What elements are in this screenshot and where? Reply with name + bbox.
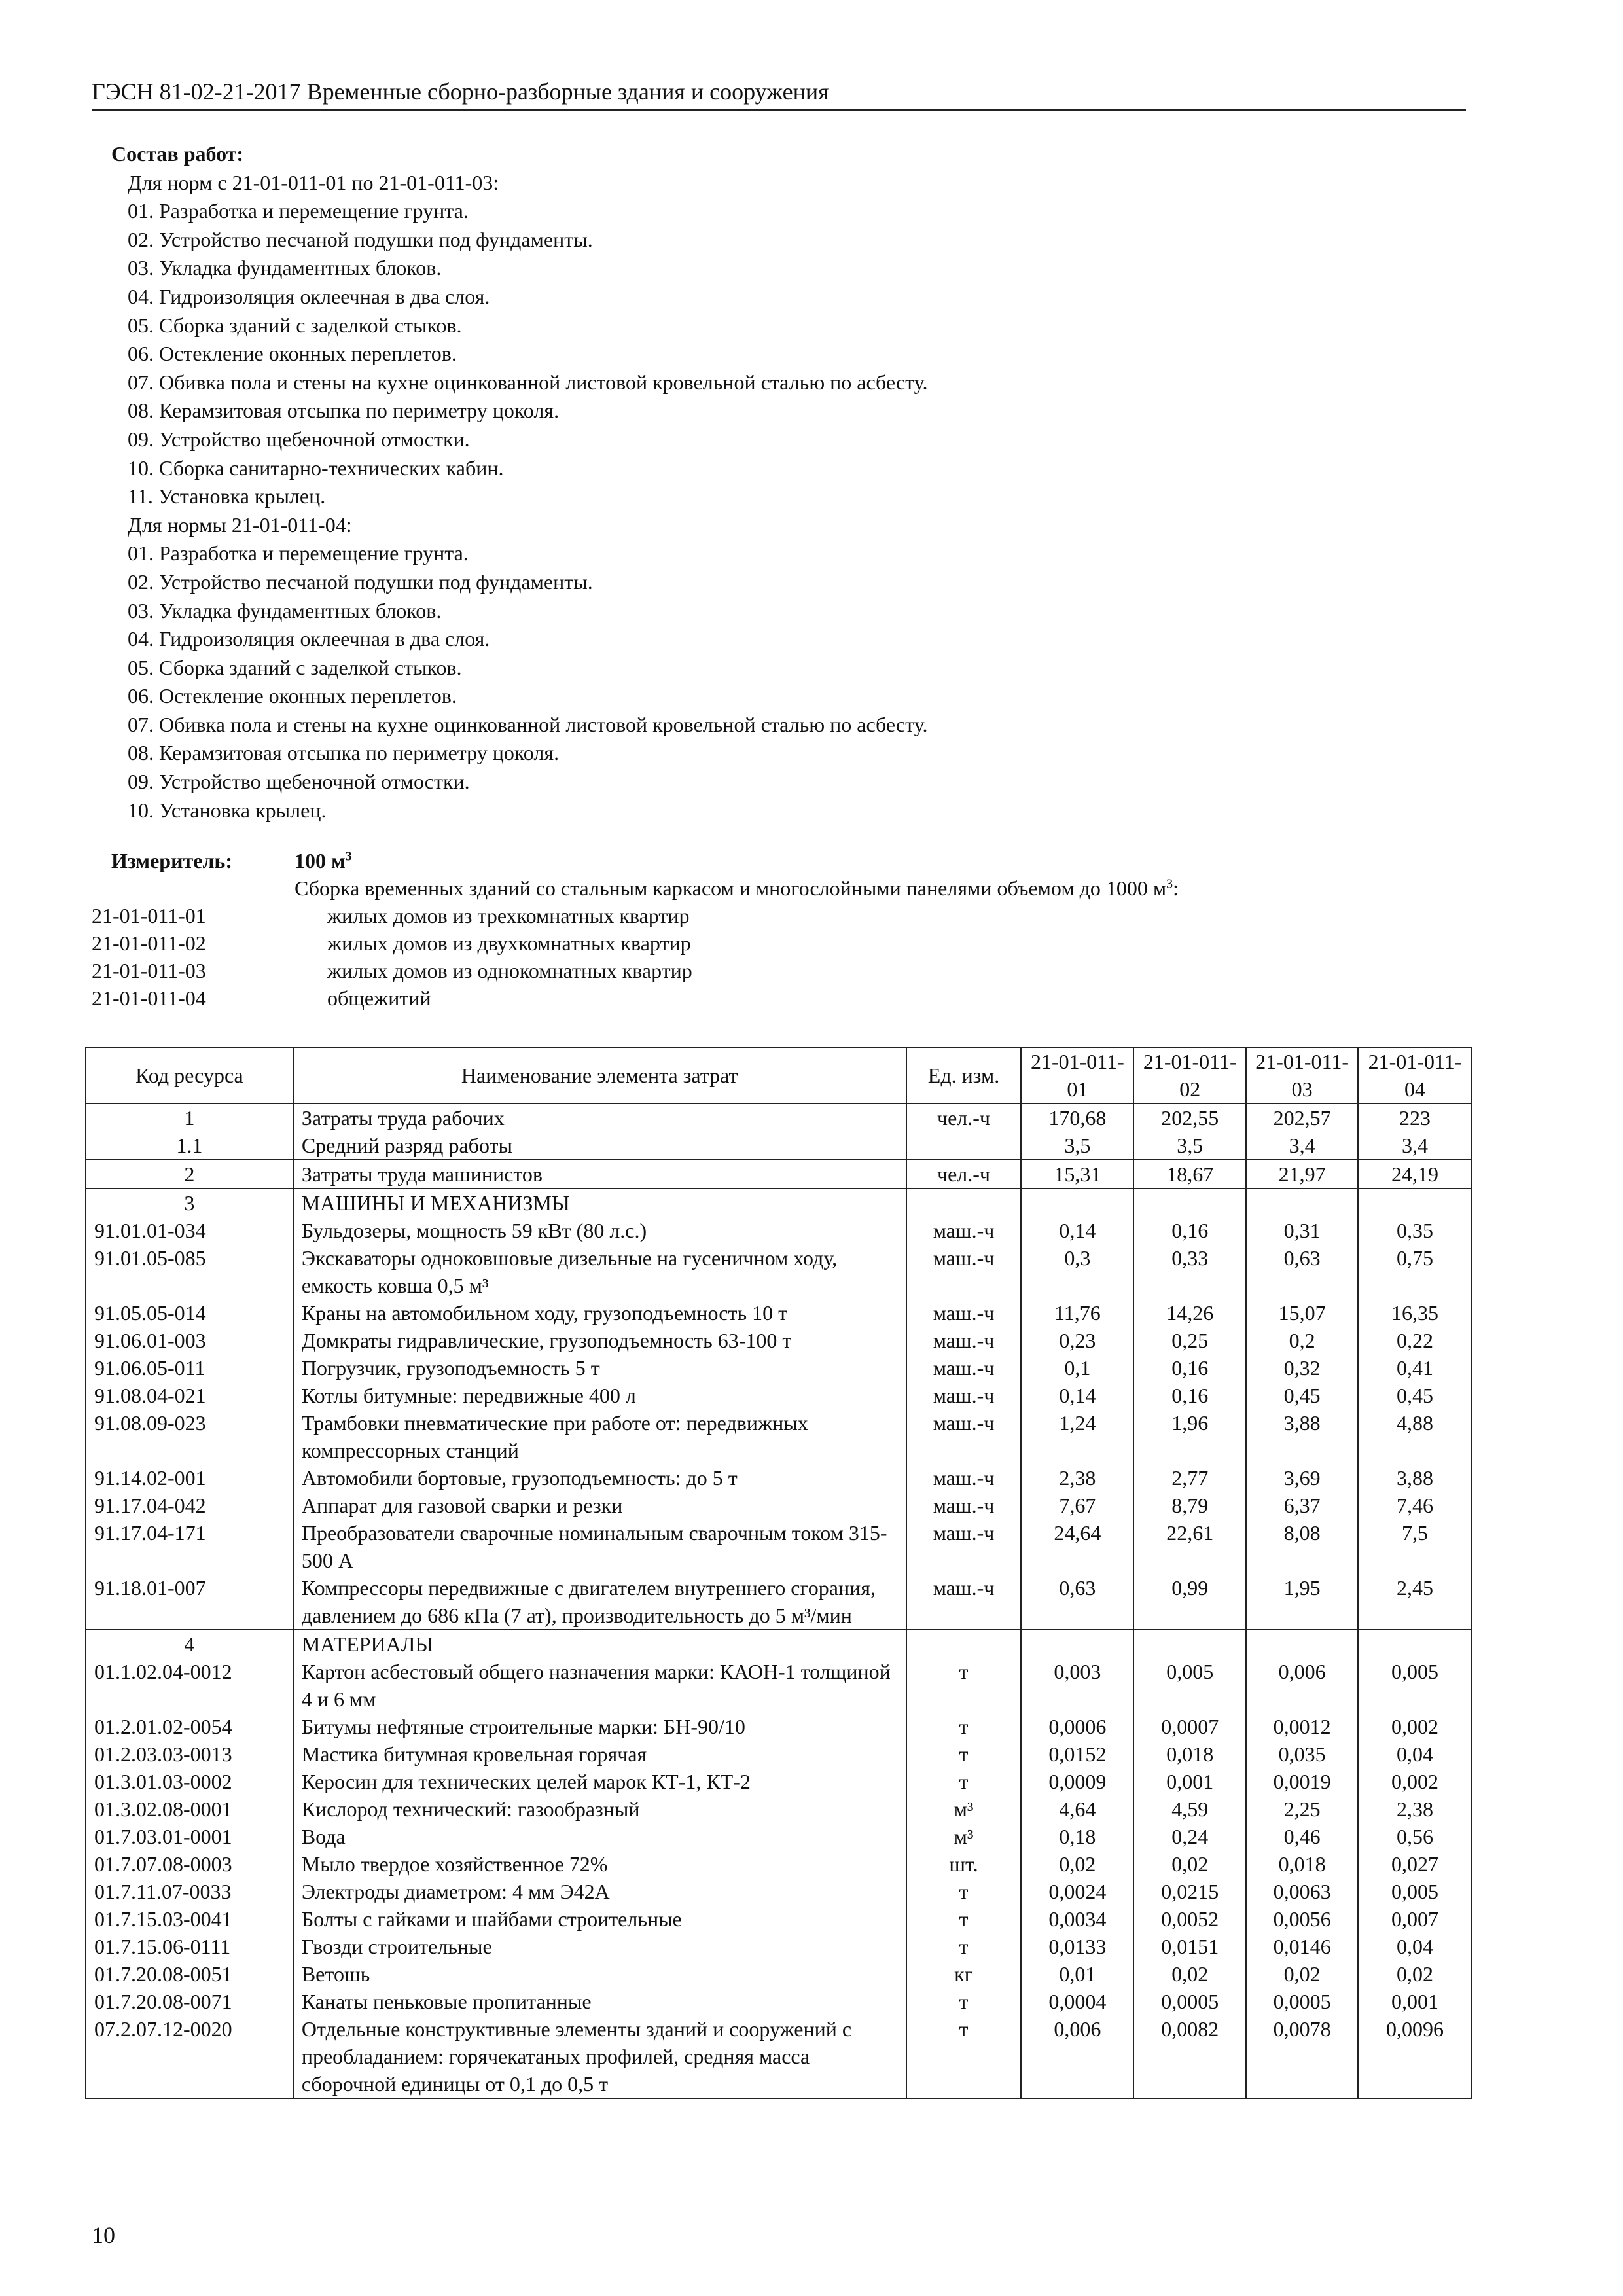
- row-name: Автомобили бортовые, грузоподъемность: до 5 т: [293, 1464, 906, 1492]
- row-value-4: 0,22: [1358, 1327, 1472, 1354]
- row-unit: маш.-ч: [906, 1299, 1022, 1327]
- row-value-1: 0,006: [1021, 2015, 1133, 2098]
- row-name: Преобразователи сварочные номинальным сварочным током 315-500 А: [293, 1519, 906, 1574]
- work-line: 07. Обивка пола и стены на кухне оцинкованной листовой кровельной сталью по асбесту.: [128, 370, 928, 394]
- row-code: 2: [86, 1160, 293, 1189]
- work-line: 06. Остекление оконных переплетов.: [128, 684, 457, 708]
- norm-name: общежитий: [327, 986, 431, 1010]
- row-value-4: 0,001: [1358, 1988, 1472, 2015]
- row-value-1: 0,23: [1021, 1327, 1133, 1354]
- row-value-1: 4,64: [1021, 1795, 1133, 1823]
- table-row: [86, 1354, 1472, 1382]
- work-line: 03. Укладка фундаментных блоков.: [128, 598, 442, 622]
- row-unit: маш.-ч: [906, 1244, 1022, 1299]
- row-code: 3: [86, 1189, 293, 1217]
- work-list: [111, 169, 927, 825]
- row-value-4: 223: [1358, 1103, 1472, 1132]
- row-value-1: 11,76: [1021, 1299, 1133, 1327]
- row-value-4: 0,41: [1358, 1354, 1472, 1382]
- row-value-1: 0,3: [1021, 1244, 1133, 1299]
- table-header-row: [86, 1047, 1472, 1103]
- row-value-1: 2,38: [1021, 1464, 1133, 1492]
- table-row: [86, 1519, 1472, 1574]
- work-line: 04. Гидроизоляция оклеечная в два слоя.: [128, 627, 490, 651]
- row-value-2: 0,001: [1133, 1768, 1246, 1795]
- table-row: [86, 1740, 1472, 1768]
- table-row: [86, 1103, 1472, 1132]
- row-code: 01.7.11.07-0033: [86, 1878, 293, 1905]
- work-line: 03. Укладка фундаментных блоков.: [128, 256, 442, 280]
- resource-table: [85, 1047, 1472, 2099]
- table-row: [86, 1658, 1472, 1713]
- row-name: Гвозди строительные: [293, 1933, 906, 1960]
- row-code: 01.3.01.03-0002: [86, 1768, 293, 1795]
- row-name: Электроды диаметром: 4 мм Э42А: [293, 1878, 906, 1905]
- row-value-4: 0,027: [1358, 1850, 1472, 1878]
- row-code: 01.2.01.02-0054: [86, 1713, 293, 1740]
- row-value-4: 16,35: [1358, 1299, 1472, 1327]
- table-row: [86, 1492, 1472, 1519]
- row-code: 01.7.07.08-0003: [86, 1850, 293, 1878]
- row-value-4: 3,88: [1358, 1464, 1472, 1492]
- row-value-3: 0,0078: [1246, 2015, 1358, 2098]
- row-value-4: 0,002: [1358, 1768, 1472, 1795]
- row-code: 01.2.03.03-0013: [86, 1740, 293, 1768]
- row-value-2: 0,0052: [1133, 1905, 1246, 1933]
- work-line: 01. Разработка и перемещение грунта.: [128, 541, 469, 565]
- row-name: Компрессоры передвижные с двигателем внутреннего сгорания, давлением до 686 кПа (7 ат), производительность до 5 м³/мин: [293, 1574, 906, 1630]
- table-row: [86, 1217, 1472, 1244]
- work-line: 08. Керамзитовая отсыпка по периметру цоколя.: [128, 399, 560, 423]
- row-value-2: 0,02: [1133, 1960, 1246, 1988]
- row-code: 1.1: [86, 1132, 293, 1160]
- work-line: Для нормы 21-01-011-04:: [128, 512, 352, 537]
- work-line: 10. Сборка санитарно-технических кабин.: [128, 456, 504, 480]
- table-row: [86, 1795, 1472, 1823]
- row-code: 91.14.02-001: [86, 1464, 293, 1492]
- row-value-1: 0,14: [1021, 1217, 1133, 1244]
- row-name: Домкраты гидравлические, грузоподъемность 63-100 т: [293, 1327, 906, 1354]
- row-code: 91.01.05-085: [86, 1244, 293, 1299]
- row-value-4: 7,5: [1358, 1519, 1472, 1574]
- row-name: Бульдозеры, мощность 59 кВт (80 л.с.): [293, 1217, 906, 1244]
- row-value-2: 0,16: [1133, 1354, 1246, 1382]
- row-value-2: 1,96: [1133, 1409, 1246, 1464]
- row-code: 91.08.04-021: [86, 1382, 293, 1409]
- row-value-3: [1246, 1630, 1358, 1658]
- norm-code: 21-01-011-03: [92, 959, 206, 982]
- row-unit: т: [906, 1658, 1022, 1713]
- work-title: Состав работ:: [111, 142, 244, 166]
- row-code: 91.05.05-014: [86, 1299, 293, 1327]
- row-code: 01.7.03.01-0001: [86, 1823, 293, 1850]
- norm-name: жилых домов из трехкомнатных квартир: [327, 904, 690, 927]
- row-code: 91.18.01-007: [86, 1574, 293, 1630]
- row-name: Ветошь: [293, 1960, 906, 1988]
- row-unit: [906, 1189, 1022, 1217]
- work-composition: [111, 140, 927, 825]
- row-unit: [906, 1630, 1022, 1658]
- norm-name: жилых домов из однокомнатных квартир: [327, 959, 692, 982]
- row-value-2: 0,33: [1133, 1244, 1246, 1299]
- table-row: [86, 1823, 1472, 1850]
- norm-code: 21-01-011-01: [92, 904, 206, 927]
- row-value-2: 14,26: [1133, 1299, 1246, 1327]
- row-value-3: 8,08: [1246, 1519, 1358, 1574]
- header-norm-2: 21-01-011-02: [1133, 1047, 1246, 1103]
- norm-code: 21-01-011-02: [92, 931, 206, 955]
- header-norm-4: 21-01-011-04: [1358, 1047, 1472, 1103]
- work-line: 02. Устройство песчаной подушки под фундаменты.: [128, 227, 593, 251]
- work-line: Для норм с 21-01-011-01 по 21-01-011-03:: [128, 170, 499, 194]
- table-row: [86, 1713, 1472, 1740]
- table-row: [86, 1960, 1472, 1988]
- row-code: 91.17.04-042: [86, 1492, 293, 1519]
- row-value-3: 3,88: [1246, 1409, 1358, 1464]
- table-row: [86, 1189, 1472, 1217]
- row-value-3: 3,69: [1246, 1464, 1358, 1492]
- row-value-3: 0,02: [1246, 1960, 1358, 1988]
- row-unit: маш.-ч: [906, 1382, 1022, 1409]
- table-row: [86, 1905, 1472, 1933]
- row-name: Погрузчик, грузоподъемность 5 т: [293, 1354, 906, 1382]
- row-code: 1: [86, 1103, 293, 1132]
- row-value-1: 0,14: [1021, 1382, 1133, 1409]
- row-unit: [906, 1132, 1022, 1160]
- row-value-3: 15,07: [1246, 1299, 1358, 1327]
- row-code: 01.7.15.03-0041: [86, 1905, 293, 1933]
- row-value-3: 0,0012: [1246, 1713, 1358, 1740]
- row-unit: кг: [906, 1960, 1022, 1988]
- row-name: Вода: [293, 1823, 906, 1850]
- row-unit: т: [906, 2015, 1022, 2098]
- table-row: [86, 2015, 1472, 2098]
- row-value-4: 0,04: [1358, 1933, 1472, 1960]
- row-value-2: 8,79: [1133, 1492, 1246, 1519]
- row-name: Затраты труда рабочих: [293, 1103, 906, 1132]
- row-value-2: 3,5: [1133, 1132, 1246, 1160]
- row-unit: т: [906, 1905, 1022, 1933]
- row-value-4: 3,4: [1358, 1132, 1472, 1160]
- measure-description: [294, 874, 1179, 902]
- row-unit: маш.-ч: [906, 1217, 1022, 1244]
- work-line: 01. Разработка и перемещение грунта.: [128, 199, 469, 223]
- row-value-3: 0,0056: [1246, 1905, 1358, 1933]
- measure-desc-end: :: [1173, 876, 1179, 900]
- row-name: Болты с гайками и шайбами строительные: [293, 1905, 906, 1933]
- row-code: 01.1.02.04-0012: [86, 1658, 293, 1713]
- row-value-4: 0,02: [1358, 1960, 1472, 1988]
- row-value-1: 0,63: [1021, 1574, 1133, 1630]
- row-value-4: 0,0096: [1358, 2015, 1472, 2098]
- row-unit: маш.-ч: [906, 1464, 1022, 1492]
- row-unit: т: [906, 1933, 1022, 1960]
- row-value-3: 0,46: [1246, 1823, 1358, 1850]
- row-value-2: 0,0215: [1133, 1878, 1246, 1905]
- row-value-2: 0,02: [1133, 1850, 1246, 1878]
- table-row: [86, 1409, 1472, 1464]
- row-value-1: 7,67: [1021, 1492, 1133, 1519]
- row-value-4: 24,19: [1358, 1160, 1472, 1189]
- header-rule: [92, 109, 1466, 111]
- row-value-2: 0,0007: [1133, 1713, 1246, 1740]
- row-value-1: 0,01: [1021, 1960, 1133, 1988]
- row-name: Канаты пеньковые пропитанные: [293, 1988, 906, 2015]
- row-unit: маш.-ч: [906, 1519, 1022, 1574]
- header-norm-1: 21-01-011-01: [1021, 1047, 1133, 1103]
- row-value-4: 0,56: [1358, 1823, 1472, 1850]
- row-value-3: 21,97: [1246, 1160, 1358, 1189]
- row-value-1: 0,0034: [1021, 1905, 1133, 1933]
- row-code: 91.08.09-023: [86, 1409, 293, 1464]
- row-name: Керосин для технических целей марок КТ-1, КТ-2: [293, 1768, 906, 1795]
- row-value-3: 0,0005: [1246, 1988, 1358, 2015]
- header-norm-3: 21-01-011-03: [1246, 1047, 1358, 1103]
- row-value-1: [1021, 1630, 1133, 1658]
- row-code: 01.7.20.08-0071: [86, 1988, 293, 2015]
- measure-unit-sup: 3: [345, 849, 352, 864]
- work-line: 08. Керамзитовая отсыпка по периметру цоколя.: [128, 741, 560, 765]
- row-value-3: 0,006: [1246, 1658, 1358, 1713]
- header-name: Наименование элемента затрат: [293, 1047, 906, 1103]
- row-name: Котлы битумные: передвижные 400 л: [293, 1382, 906, 1409]
- row-value-4: 0,007: [1358, 1905, 1472, 1933]
- work-line: 02. Устройство песчаной подушки под фундаменты.: [128, 569, 593, 594]
- row-unit: маш.-ч: [906, 1574, 1022, 1630]
- row-value-2: 18,67: [1133, 1160, 1246, 1189]
- row-code: 07.2.07.12-0020: [86, 2015, 293, 2098]
- header-unit: Ед. изм.: [906, 1047, 1022, 1103]
- row-unit: т: [906, 1878, 1022, 1905]
- row-value-1: 0,18: [1021, 1823, 1133, 1850]
- measure-desc-sup: 3: [1166, 876, 1173, 891]
- row-unit: маш.-ч: [906, 1354, 1022, 1382]
- row-value-4: 2,45: [1358, 1574, 1472, 1630]
- table-body: [86, 1103, 1472, 2098]
- row-value-3: 0,45: [1246, 1382, 1358, 1409]
- table-row: [86, 1988, 1472, 2015]
- row-value-2: 2,77: [1133, 1464, 1246, 1492]
- page-header: ГЭСН 81-02-21-2017 Временные сборно-разборные здания и сооружения: [92, 79, 829, 105]
- row-name: Трамбовки пневматические при работе от: передвижных компрессорных станций: [293, 1409, 906, 1464]
- row-value-1: 170,68: [1021, 1103, 1133, 1132]
- row-value-4: 0,04: [1358, 1740, 1472, 1768]
- row-value-3: 0,035: [1246, 1740, 1358, 1768]
- row-code: 91.01.01-034: [86, 1217, 293, 1244]
- row-code: 01.7.15.06-0111: [86, 1933, 293, 1960]
- row-name: Затраты труда машинистов: [293, 1160, 906, 1189]
- row-unit: чел.-ч: [906, 1160, 1022, 1189]
- row-value-1: 24,64: [1021, 1519, 1133, 1574]
- row-value-2: 0,16: [1133, 1217, 1246, 1244]
- row-value-1: 0,0009: [1021, 1768, 1133, 1795]
- row-unit: м³: [906, 1795, 1022, 1823]
- row-value-3: 0,0063: [1246, 1878, 1358, 1905]
- header-code: Код ресурса: [86, 1047, 293, 1103]
- row-unit: т: [906, 1740, 1022, 1768]
- row-name: Картон асбестовый общего назначения марки: КАОН-1 толщиной 4 и 6 мм: [293, 1658, 906, 1713]
- row-value-1: 0,1: [1021, 1354, 1133, 1382]
- table-row: [86, 1850, 1472, 1878]
- work-line: 09. Устройство щебеночной отмостки.: [128, 770, 470, 794]
- work-line: 10. Установка крылец.: [128, 798, 327, 822]
- row-name: Битумы нефтяные строительные марки: БН-90/10: [293, 1713, 906, 1740]
- row-name: Отдельные конструктивные элементы зданий и сооружений с преобладанием: горячекатаных профилей, средняя масса сборочной единицы от 0,1 до 0,5 т: [293, 2015, 906, 2098]
- table-row: [86, 1933, 1472, 1960]
- work-line: 05. Сборка зданий с заделкой стыков.: [128, 655, 462, 679]
- table-row: [86, 1768, 1472, 1795]
- row-value-3: 0,0019: [1246, 1768, 1358, 1795]
- row-value-4: 2,38: [1358, 1795, 1472, 1823]
- table-row: [86, 1244, 1472, 1299]
- row-name: Аппарат для газовой сварки и резки: [293, 1492, 906, 1519]
- row-unit: маш.-ч: [906, 1327, 1022, 1354]
- row-value-2: 0,0005: [1133, 1988, 1246, 2015]
- row-code: 91.06.01-003: [86, 1327, 293, 1354]
- norm-code: 21-01-011-04: [92, 986, 206, 1010]
- row-name: Кислород технический: газообразный: [293, 1795, 906, 1823]
- row-value-3: 1,95: [1246, 1574, 1358, 1630]
- measure-unit-text: 100 м: [294, 849, 346, 872]
- row-unit: маш.-ч: [906, 1409, 1022, 1464]
- table-row: [86, 1160, 1472, 1189]
- row-code: 4: [86, 1630, 293, 1658]
- row-unit: шт.: [906, 1850, 1022, 1878]
- row-value-4: 7,46: [1358, 1492, 1472, 1519]
- row-value-3: 0,63: [1246, 1244, 1358, 1299]
- row-value-2: 0,25: [1133, 1327, 1246, 1354]
- row-value-2: 22,61: [1133, 1519, 1246, 1574]
- row-value-1: 3,5: [1021, 1132, 1133, 1160]
- row-name: МАТЕРИАЛЫ: [293, 1630, 906, 1658]
- row-value-4: 4,88: [1358, 1409, 1472, 1464]
- row-value-3: 202,57: [1246, 1103, 1358, 1132]
- row-value-3: [1246, 1189, 1358, 1217]
- table-row: [86, 1299, 1472, 1327]
- row-unit: чел.-ч: [906, 1103, 1022, 1132]
- row-value-2: 4,59: [1133, 1795, 1246, 1823]
- work-line: 05. Сборка зданий с заделкой стыков.: [128, 313, 462, 337]
- row-value-3: 2,25: [1246, 1795, 1358, 1823]
- row-value-1: 0,003: [1021, 1658, 1133, 1713]
- table-row: [86, 1878, 1472, 1905]
- work-line: 09. Устройство щебеночной отмостки.: [128, 427, 470, 451]
- row-value-2: [1133, 1630, 1246, 1658]
- row-name: Экскаваторы одноковшовые дизельные на гусеничном ходу, емкость ковша 0,5 м³: [293, 1244, 906, 1299]
- row-code: 01.3.02.08-0001: [86, 1795, 293, 1823]
- measure-unit: [294, 847, 352, 874]
- row-value-4: 0,005: [1358, 1878, 1472, 1905]
- row-value-1: 0,0024: [1021, 1878, 1133, 1905]
- row-name: Мыло твердое хозяйственное 72%: [293, 1850, 906, 1878]
- row-value-4: 0,005: [1358, 1658, 1472, 1713]
- row-value-3: 0,2: [1246, 1327, 1358, 1354]
- row-value-1: 0,0004: [1021, 1988, 1133, 2015]
- row-value-2: 0,0151: [1133, 1933, 1246, 1960]
- row-value-1: 1,24: [1021, 1409, 1133, 1464]
- row-value-2: 0,018: [1133, 1740, 1246, 1768]
- table-row: [86, 1574, 1472, 1630]
- row-value-2: 202,55: [1133, 1103, 1246, 1132]
- row-value-3: 3,4: [1246, 1132, 1358, 1160]
- table-row: [86, 1382, 1472, 1409]
- row-unit: т: [906, 1988, 1022, 2015]
- row-name: Мастика битумная кровельная горячая: [293, 1740, 906, 1768]
- row-value-4: 0,75: [1358, 1244, 1472, 1299]
- row-name: Краны на автомобильном ходу, грузоподъемность 10 т: [293, 1299, 906, 1327]
- norm-name: жилых домов из двухкомнатных квартир: [327, 931, 691, 955]
- row-value-1: 0,0152: [1021, 1740, 1133, 1768]
- row-value-4: 0,002: [1358, 1713, 1472, 1740]
- row-value-3: 0,018: [1246, 1850, 1358, 1878]
- row-code: 91.17.04-171: [86, 1519, 293, 1574]
- measure-label: Измеритель:: [111, 849, 232, 872]
- row-value-1: 0,0006: [1021, 1713, 1133, 1740]
- row-code: 91.06.05-011: [86, 1354, 293, 1382]
- row-unit: т: [906, 1713, 1022, 1740]
- row-code: 01.7.20.08-0051: [86, 1960, 293, 1988]
- work-line: 07. Обивка пола и стены на кухне оцинкованной листовой кровельной сталью по асбесту.: [128, 712, 928, 736]
- row-value-4: [1358, 1189, 1472, 1217]
- row-value-1: 0,0133: [1021, 1933, 1133, 1960]
- table-row: [86, 1630, 1472, 1658]
- work-line: 04. Гидроизоляция оклеечная в два слоя.: [128, 284, 490, 308]
- work-line: 11. Установка крылец.: [128, 484, 326, 509]
- row-name: МАШИНЫ И МЕХАНИЗМЫ: [293, 1189, 906, 1217]
- page-number: 10: [92, 2222, 115, 2248]
- row-value-1: 0,02: [1021, 1850, 1133, 1878]
- row-value-2: 0,24: [1133, 1823, 1246, 1850]
- row-unit: т: [906, 1768, 1022, 1795]
- table-row: [86, 1132, 1472, 1160]
- table-row: [86, 1464, 1472, 1492]
- table-row: [86, 1327, 1472, 1354]
- row-value-3: 0,32: [1246, 1354, 1358, 1382]
- row-value-1: 15,31: [1021, 1160, 1133, 1189]
- row-unit: маш.-ч: [906, 1492, 1022, 1519]
- work-line: 06. Остекление оконных переплетов.: [128, 342, 457, 366]
- row-value-3: 0,0146: [1246, 1933, 1358, 1960]
- row-value-4: [1358, 1630, 1472, 1658]
- row-value-2: 0,99: [1133, 1574, 1246, 1630]
- row-value-1: [1021, 1189, 1133, 1217]
- row-value-2: 0,0082: [1133, 2015, 1246, 2098]
- row-value-2: [1133, 1189, 1246, 1217]
- row-unit: м³: [906, 1823, 1022, 1850]
- row-value-3: 0,31: [1246, 1217, 1358, 1244]
- row-value-3: 6,37: [1246, 1492, 1358, 1519]
- row-value-2: 0,16: [1133, 1382, 1246, 1409]
- row-value-4: 0,35: [1358, 1217, 1472, 1244]
- row-value-2: 0,005: [1133, 1658, 1246, 1713]
- measure-desc-text: Сборка временных зданий со стальным каркасом и многослойными панелями объемом до 1000 м: [294, 876, 1167, 900]
- row-name: Средний разряд работы: [293, 1132, 906, 1160]
- row-value-4: 0,45: [1358, 1382, 1472, 1409]
